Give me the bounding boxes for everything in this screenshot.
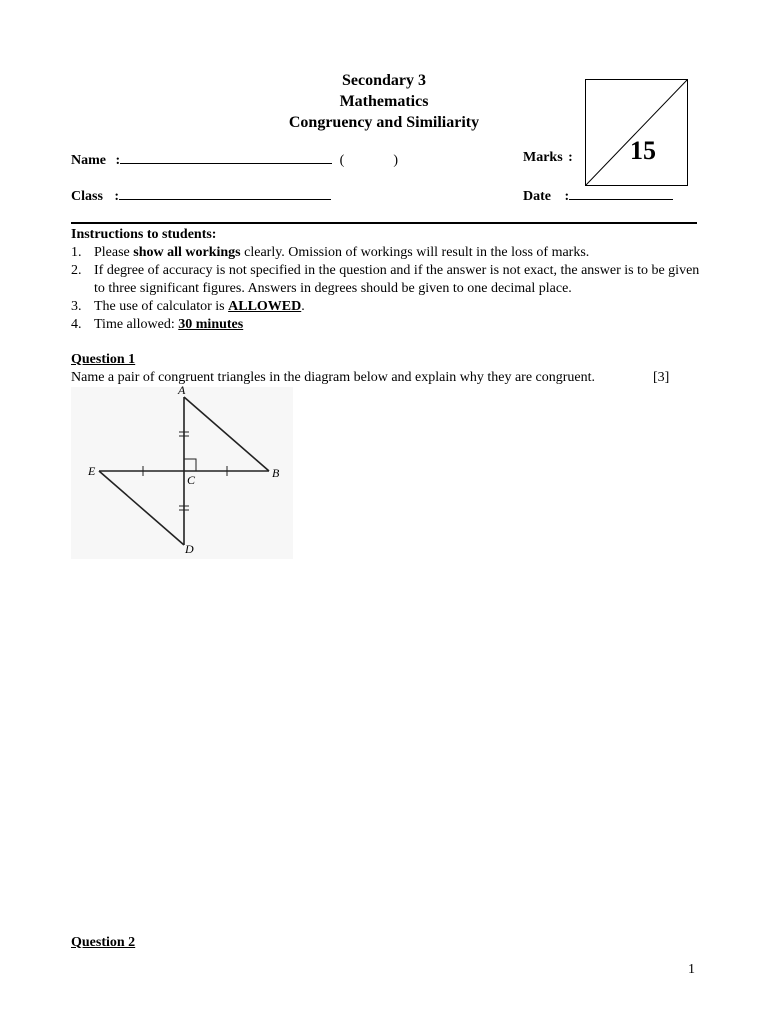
label-a: A	[178, 383, 186, 397]
question2-heading: Question 2	[71, 935, 136, 950]
instruction-text-pre: The use of calculator is	[94, 299, 229, 314]
class-field[interactable]	[119, 186, 331, 200]
instructions-heading: Instructions to students:	[71, 227, 217, 242]
date-label: Date	[523, 189, 551, 204]
header-title-line1: Secondary 3	[342, 72, 426, 89]
instruction-text: If degree of accuracy is not specified in the question and if the answer is not exact, the answer is to be given to three significant figures. Answers in degrees should be given to one decimal place.	[94, 263, 700, 296]
question1-text: Name a pair of congruent triangles in the diagram below and explain why they are congruent.	[71, 370, 596, 385]
page-number: 1	[688, 962, 695, 977]
name-row	[71, 150, 398, 169]
class-label: Class	[71, 189, 103, 204]
header-divider	[71, 222, 697, 224]
marks-box-diagonal	[586, 80, 687, 185]
label-b: B	[272, 466, 280, 480]
triangle-diagram	[71, 387, 293, 559]
instruction-item-1	[71, 244, 701, 262]
instruction-text	[94, 298, 701, 316]
date-field[interactable]	[569, 186, 673, 200]
instruction-text-pre: Please	[94, 245, 134, 260]
label-e: E	[88, 464, 96, 478]
question1-diagram	[71, 383, 293, 559]
instruction-num: 4.	[71, 317, 82, 332]
instruction-item-2	[71, 262, 701, 298]
marks-colon: :	[568, 150, 573, 165]
class-colon: :	[114, 189, 120, 204]
instruction-text-post: .	[301, 299, 305, 314]
header-title-line2: Mathematics	[339, 93, 429, 110]
label-d: D	[185, 542, 194, 556]
instruction-item-3	[71, 298, 701, 316]
instruction-num: 2.	[71, 263, 82, 278]
marks-label: Marks	[523, 150, 563, 165]
question1-heading: Question 1	[71, 352, 136, 367]
instruction-num: 1.	[71, 245, 82, 260]
date-row	[523, 186, 673, 205]
instruction-text-post: clearly. Omission of workings will result in the loss of marks.	[240, 245, 590, 260]
register-paren-close: )	[393, 153, 399, 168]
marks-total: 15	[630, 136, 656, 165]
label-c: C	[187, 473, 196, 487]
header-title-line3: Congruency and Similiarity	[288, 114, 480, 131]
marks-box	[585, 79, 688, 186]
date-colon: :	[564, 189, 570, 204]
name-field[interactable]	[120, 150, 332, 164]
name-label: Name	[71, 153, 106, 168]
name-colon: :	[115, 153, 121, 168]
register-paren-open: (	[339, 153, 345, 168]
instruction-text-bold: show all workings	[133, 245, 241, 260]
instruction-text	[94, 244, 701, 262]
instruction-item-4	[71, 316, 701, 334]
instruction-text-pre: Time allowed:	[94, 317, 179, 332]
marks-row	[523, 150, 573, 166]
instruction-text	[94, 316, 701, 334]
instruction-text-bold: ALLOWED	[228, 299, 302, 314]
question1-marks: [3]	[653, 370, 670, 385]
instruction-text-bold: 30 minutes	[178, 317, 244, 332]
class-row	[71, 186, 331, 205]
instruction-num: 3.	[71, 299, 82, 314]
